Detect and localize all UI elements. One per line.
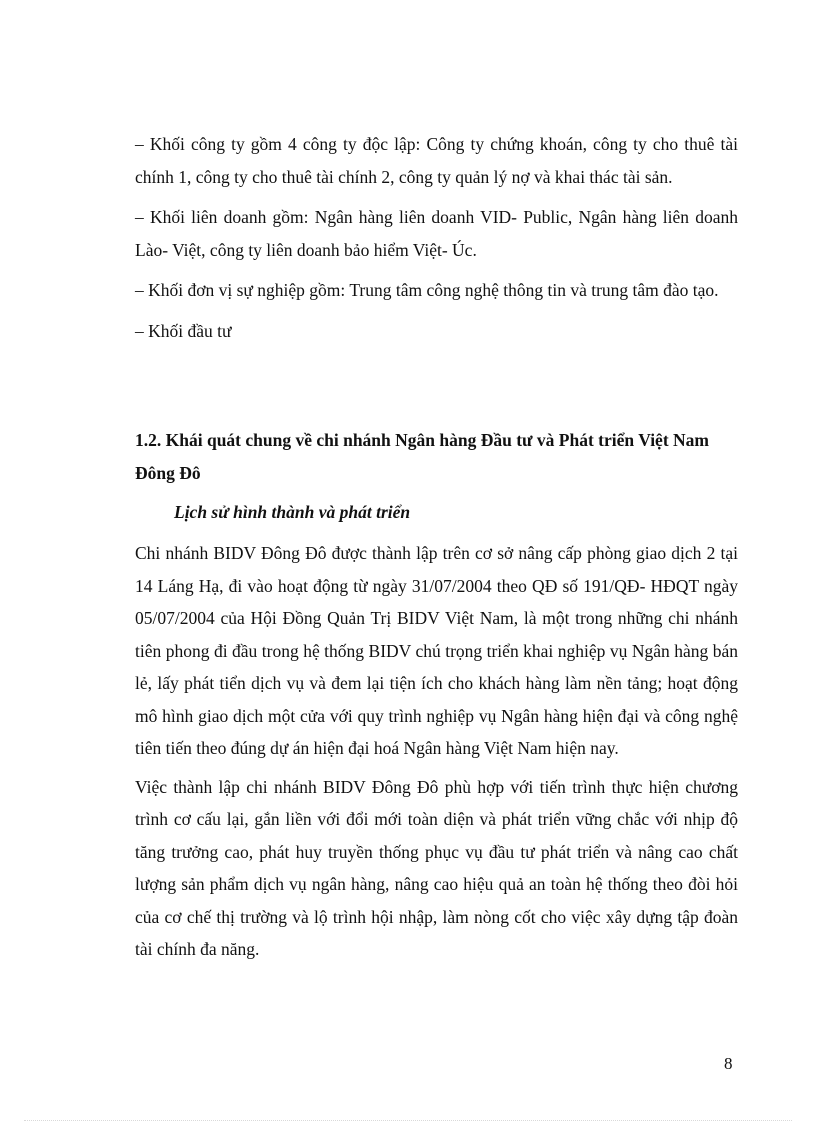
bullet-item-company-group: – Khối công ty gồm 4 công ty độc lập: Công ty chứng khoán, công ty cho thuê tài chính 1, công ty cho thuê tài chính 2, công ty quản lý nợ và khai thác tài sản. — [135, 134, 738, 187]
bullet-item-joint-venture-group: – Khối liên doanh gồm: Ngân hàng liên doanh VID- Public, Ngân hàng liên doanh Lào- Việt, công ty liên doanh bảo hiểm Việt- Úc. — [135, 207, 738, 260]
bullet-item-investment-group: – Khối đầu tư — [135, 320, 232, 341]
section-heading: 1.2. Khái quát chung về chi nhánh Ngân hàng Đầu tư và Phát triển Việt Nam Đông Đô — [135, 430, 709, 483]
paragraph-establishment-purpose: Việc thành lập chi nhánh BIDV Đông Đô phù hợp với tiến trình thực hiện chương trình cơ cấu lại, gắn liền với đổi mới toàn diện và phát triển vững chắc với nhịp độ tăng trưởng cao, phát huy truyền thống phục vụ đầu tư phát triển và nâng cao chất lượng sản phẩm dịch vụ ngân hàng, nâng cao hiệu quả an toàn hệ thống theo đòi hỏi của cơ chế thị trường và lộ trình hội nhập, làm nòng cốt cho việc xây dựng tập đoàn tài chính đa năng. — [135, 776, 738, 959]
body-paragraphs — [135, 537, 738, 972]
subsection-heading: Lịch sử hình thành và phát triển — [174, 502, 411, 522]
bullet-item-nonbusiness-unit-group: – Khối đơn vị sự nghiệp gồm: Trung tâm công nghệ thông tin và trung tâm đào tạo. — [135, 280, 719, 300]
page-number: 8 — [724, 1054, 733, 1073]
page-bottom-divider — [24, 1120, 792, 1121]
bullet-list — [135, 128, 738, 355]
paragraph-history: Chi nhánh BIDV Đông Đô được thành lập trên cơ sở nâng cấp phòng giao dịch 2 tại 14 Láng Hạ, đi vào hoạt động từ ngày 31/07/2004 theo QĐ số 191/QĐ- HĐQT ngày 05/07/2004 của Hội Đồng Quản Trị BIDV Việt Nam, là một trong những chi nhánh tiên phong đi đầu trong hệ thống BIDV chú trọng triển khai nghiệp vụ Ngân hàng bán lẻ, lấy phát tiển dịch vụ và đem lại tiện ích cho khách hàng làm nền tảng; hoạt động mô hình giao dịch một cửa với quy trình nghiệp vụ Ngân hàng hiện đại và công nghệ tiên tiến theo đúng dự án hiện đại hoá Ngân hàng Việt Nam hiện nay. — [135, 543, 738, 758]
